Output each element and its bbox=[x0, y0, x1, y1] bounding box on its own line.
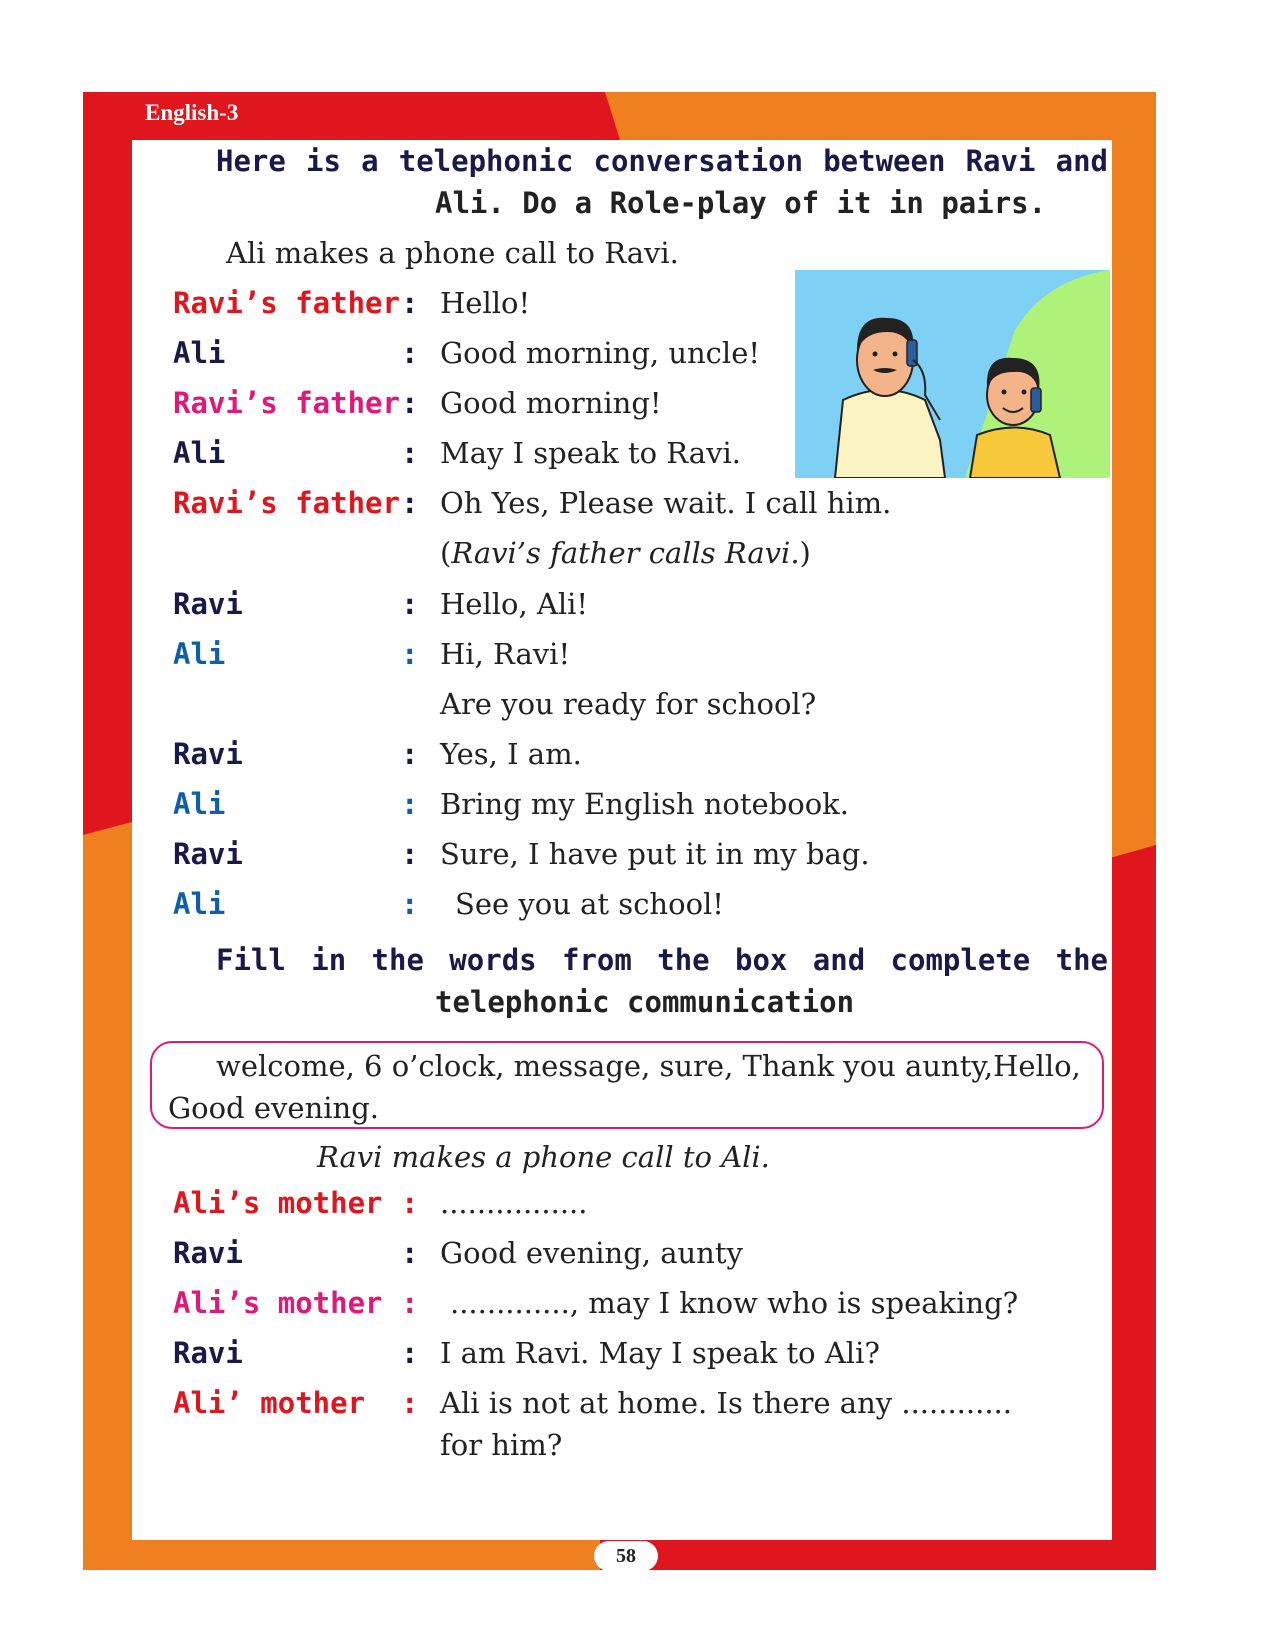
dialogue-text: Good morning! bbox=[440, 386, 662, 420]
dialogue-text: Hello! bbox=[440, 286, 531, 320]
section1-intro: Ali makes a phone call to Ravi. bbox=[226, 236, 679, 270]
dialogue-row bbox=[173, 587, 1093, 637]
dialogue-text: See you at school! bbox=[455, 887, 724, 921]
speaker-label: Ravi bbox=[173, 837, 243, 871]
dialogue-text: Hello, Ali! bbox=[440, 587, 589, 621]
dialogue-row bbox=[173, 637, 1093, 737]
word-box-line1: welcome, 6 o’clock, message, sure, Thank you aunty,Hello, bbox=[216, 1049, 1081, 1083]
section2-heading-line2: telephonic communication bbox=[435, 985, 855, 1019]
colon: : bbox=[401, 787, 419, 821]
section1-heading bbox=[168, 140, 1108, 220]
dialogue-row bbox=[173, 1186, 1093, 1236]
speaker-label: Ravi bbox=[173, 587, 243, 621]
dialogue-row bbox=[173, 1386, 1093, 1476]
speaker-label: Ravi bbox=[173, 1336, 243, 1370]
colon: : bbox=[401, 386, 419, 420]
father-eye bbox=[873, 352, 878, 357]
word-box bbox=[150, 1041, 1104, 1129]
dialogue-text: Hi, Ravi! bbox=[440, 637, 571, 671]
section2-intro: Ravi makes a phone call to Ali. bbox=[317, 1140, 770, 1174]
dialogue-text: Ali is not at home. Is there any ............ bbox=[440, 1386, 1012, 1420]
boy-eye bbox=[1022, 390, 1027, 395]
dialogue-row bbox=[173, 737, 1093, 787]
colon: : bbox=[401, 1286, 419, 1320]
word-box-line2: Good evening. bbox=[168, 1091, 379, 1125]
section2-heading-line1: Fill in the words from the box and complete the bbox=[216, 943, 1108, 977]
speaker-label: Ravi bbox=[173, 1236, 243, 1270]
colon: : bbox=[401, 1336, 419, 1370]
speaker-label: Ali bbox=[173, 336, 226, 370]
section1-heading-line1: Here is a telephonic conversation between Ravi and bbox=[216, 144, 1108, 178]
father-eye bbox=[893, 352, 898, 357]
colon: : bbox=[401, 336, 419, 370]
dialogue-row bbox=[173, 1286, 1093, 1336]
boy-eye bbox=[1002, 390, 1007, 395]
colon: : bbox=[401, 887, 419, 921]
dialogue-text: Good morning, uncle! bbox=[440, 336, 761, 370]
dialogue-text: May I speak to Ravi. bbox=[440, 436, 741, 470]
speaker-label: Ali’s mother bbox=[173, 1286, 383, 1320]
dialogue-text-continued: for him? bbox=[440, 1428, 563, 1462]
section2-heading bbox=[168, 939, 1108, 1019]
dialogue-row bbox=[173, 1236, 1093, 1286]
speaker-label: Ali bbox=[173, 887, 226, 921]
dialogue-row bbox=[173, 887, 1093, 937]
dialogue-text: Yes, I am. bbox=[440, 737, 582, 771]
speaker-label: Ravi’s father bbox=[173, 486, 400, 520]
speaker-label: Ali’ mother bbox=[173, 1386, 366, 1420]
dialogue-row bbox=[173, 486, 1093, 586]
boy-shirt bbox=[970, 428, 1060, 479]
boy-phone bbox=[1031, 388, 1041, 412]
speaker-label: Ali bbox=[173, 637, 226, 671]
colon: : bbox=[401, 1186, 419, 1220]
page-number: 58 bbox=[594, 1541, 658, 1571]
speaker-label: Ravi’s father bbox=[173, 386, 400, 420]
colon: : bbox=[401, 1386, 419, 1420]
colon: : bbox=[401, 286, 419, 320]
speaker-label: Ali bbox=[173, 436, 226, 470]
colon: : bbox=[401, 837, 419, 871]
dialogue-text: ............., may I know who is speaking? bbox=[450, 1286, 1019, 1320]
dialogue-text: Good evening, aunty bbox=[440, 1236, 743, 1270]
section1-heading-line2: Ali. Do a Role-play of it in pairs. bbox=[435, 186, 1047, 220]
dialogue-text: I am Ravi. May I speak to Ali? bbox=[440, 1336, 880, 1370]
speaker-label: Ravi bbox=[173, 737, 243, 771]
colon: : bbox=[401, 436, 419, 470]
phone-call-illustration bbox=[795, 270, 1110, 478]
dialogue-row bbox=[173, 837, 1093, 887]
colon: : bbox=[401, 737, 419, 771]
speaker-label: Ali bbox=[173, 787, 226, 821]
dialogue-row bbox=[173, 1336, 1093, 1386]
speaker-label: Ravi’s father bbox=[173, 286, 400, 320]
stage-direction: (Ravi’s father calls Ravi.) bbox=[440, 536, 811, 570]
dialogue-text-continued: Are you ready for school? bbox=[440, 687, 817, 721]
colon: : bbox=[401, 1236, 419, 1270]
dialogue-row bbox=[173, 787, 1093, 837]
dialogue-text: Bring my English notebook. bbox=[440, 787, 849, 821]
dialogue-text: Sure, I have put it in my bag. bbox=[440, 837, 870, 871]
dialogue-text: Oh Yes, Please wait. I call him. bbox=[440, 486, 892, 520]
book-label: English-3 bbox=[145, 100, 239, 125]
colon: : bbox=[401, 587, 419, 621]
colon: : bbox=[401, 486, 419, 520]
colon: : bbox=[401, 637, 419, 671]
stage-direction-text: Ravi’s father calls Ravi. bbox=[451, 536, 800, 570]
speaker-label: Ali’s mother bbox=[173, 1186, 383, 1220]
dialogue-blank: ................ bbox=[440, 1186, 588, 1220]
